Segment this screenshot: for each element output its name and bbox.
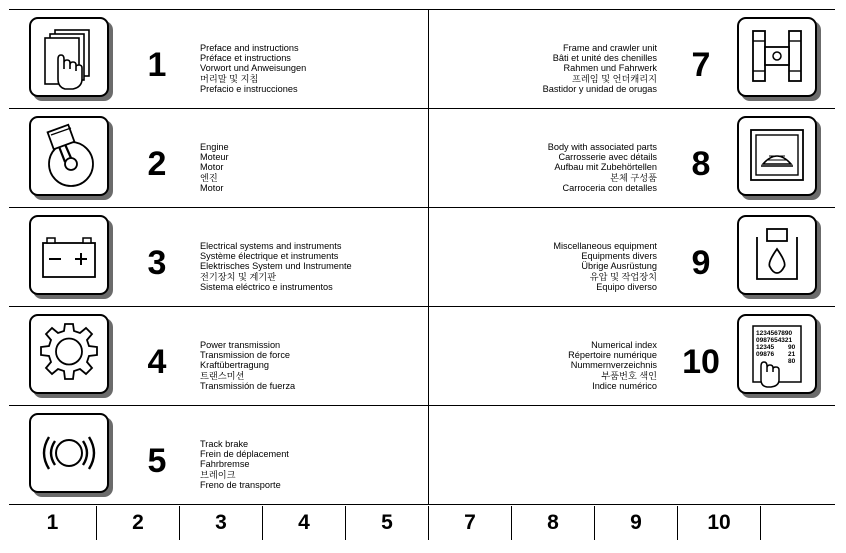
section-7[interactable] [429,9,835,107]
section-9[interactable] [429,207,835,305]
engine-piston-icon [29,116,109,196]
tab-10[interactable]: 10 [707,511,731,534]
fluid-container-icon [737,215,817,295]
index-digits: 80 [788,358,796,365]
section-number: 9 [691,244,711,282]
section-titles: Numerical index Répertoire numérique Nummernverzeichnis 부품번호 색인 Indice numérico [568,340,657,391]
section-2[interactable] [9,108,428,206]
brake-icon [29,413,109,493]
tab-8[interactable]: 8 [547,511,559,534]
tab-9[interactable]: 9 [630,511,642,534]
tab-5[interactable]: 5 [381,511,393,534]
section-titles: Engine Moteur Motor 엔진 Motor [200,142,229,193]
index-digits: 90 [788,344,796,351]
section-number: 1 [147,46,167,84]
section-titles: Body with associated parts Carrosserie avec détails Aufbau mit Zubehörtellen 본체 구성품 Carroceria con detalles [547,142,657,193]
numbered-pages-icon [737,314,817,394]
section-titles: Miscellaneous equipment Equipments divers Übrige Ausrüstung 유압 및 작업장치 Equipo diverso [553,241,657,292]
section-number: 5 [147,442,167,480]
cab-body-icon [737,116,817,196]
index-digits: 12345 [756,344,775,351]
section-number: 3 [147,244,167,282]
section-4[interactable] [9,306,428,404]
index-digits: 21 [788,351,796,358]
section-titles: Power transmission Transmission de force Kraftübertragung 트랜스미션 Transmissión de fuerza [200,340,296,391]
section-number: 8 [691,145,711,183]
section-5[interactable] [9,405,428,503]
index-digits: 0987654321 [756,337,793,344]
section-titles: Frame and crawler unit Bâti et unité des chenilles Rahmen und Fahrwerk 프레임 및 언더캐리지 Bastidor y unidad de orugas [542,43,657,94]
gear-icon [29,314,109,394]
section-titles: Preface and instructions Préface et instructions Vorwort und Anweisungen 머리말 및 지침 Prefacio e instrucciones [200,43,307,94]
crawler-frame-icon [737,17,817,97]
tab-4[interactable]: 4 [298,511,310,534]
section-number: 10 [682,343,720,381]
tab-2[interactable]: 2 [132,511,144,534]
hand-pages-icon [29,17,109,97]
section-8[interactable] [429,108,835,206]
tab-1[interactable]: 1 [46,511,59,534]
section-10[interactable] [429,306,835,404]
tab-3[interactable]: 3 [215,511,227,534]
section-number: 2 [147,145,167,183]
section-titles: Track brake Frein de déplacement Fahrbremse 브레이크 Freno de transporte [200,439,289,490]
section-number: 4 [147,343,167,381]
tab-blank [761,506,835,540]
index-digits: 09876 [756,351,775,358]
section-3[interactable] [9,207,428,305]
battery-icon [29,215,109,295]
index-digits: 1234567890 [756,330,793,337]
section-titles: Electrical systems and instruments Système électrique et instruments Elektrisches System und Instrumente 전기장치 및 계기판 Sistema eléctrico e instrumentos [200,241,352,292]
tab-7[interactable]: 7 [464,511,476,534]
divider-row-5 [9,504,835,505]
section-1[interactable] [9,9,428,107]
section-number: 7 [691,46,711,84]
